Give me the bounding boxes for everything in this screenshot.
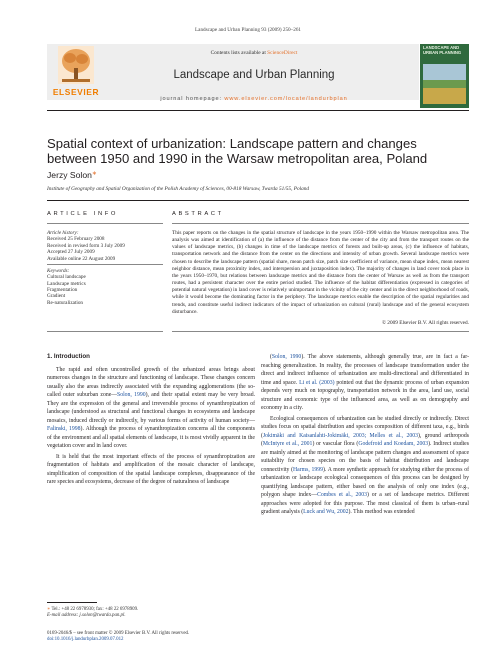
keywords-label: Keywords: (47, 267, 70, 274)
body-paragraph (47, 366, 255, 451)
body-text: ) or a set of landscape metrics. Different approaches were adopted for this purpose. The most classical of them is urban–rural gradient analysis ( (261, 492, 469, 515)
elsevier-logo[interactable] (47, 44, 105, 100)
citation-link[interactable]: Combes et al., 2003 (317, 492, 367, 498)
journal-title: Landscape and Urban Planning (173, 69, 335, 81)
body-text: ( (270, 354, 272, 360)
journal-cover-thumbnail[interactable] (420, 44, 469, 108)
journal-homepage (112, 96, 396, 102)
keyword-item: Cultural landscape (47, 274, 86, 281)
body-text: ). A more synthetic approach for studying either the process of urbanization or landscape ecological consequences of this process can be designed by quantifying landscape pattern, either based on the analysis of only one index (e.g., polygon shape index— (261, 466, 469, 498)
footnote-rule (47, 602, 97, 603)
author-affiliation: Institute of Geography and Spatial Organization of the Polish Academy of Sciences, 00-818 Warsaw, Twarda 51/55, Poland (47, 186, 310, 192)
homepage-label: journal homepage: (160, 96, 225, 102)
keywords-divider (47, 264, 163, 265)
contents-prefix: Contents lists available at (210, 50, 268, 56)
author-line (47, 170, 97, 180)
citation-link[interactable]: McIntyre et al., 2001 (262, 441, 313, 447)
citation-link[interactable]: Godefroid and Koedam, 2003 (358, 441, 429, 447)
abstract-text: This paper reports on the changes in the spatial structure of landscape in the years 1950–1990 within the Warsaw metropolitan area. The analysis was aimed at identification of (a) the influence of the distance from the center of the city and from the transport routes on the values of landscape metrics, (b) changes in time of the landscape metrics of forests and built-up areas, (c) the influence of habitats, transportation network and the distance from the center on the directions and intensity of urban growth. Several landscape metrics were chosen to describe the landscape pattern (spatial share, mean patch size, patch size coefficient of variance, mean shape index, mean nearest neighbor distance, mean proximity index, and interspersion and juxtaposition index). The majority of changes in land cover took place in the years 1950–1970, but relations between landscape metrics and the distance from the center of Warsaw as well as from the transport routes, had a persistent character over the entire period studied. The influence of the habitat differentiation (expressed in categories of potential natural vegetation) in land cover is relatively unimportant in the vicinity of the city center and in the direct neighborhood of roads, while it would become the dominating factor in the periphery. The landscape metrics enable the description of the spatial regularities and trends, and constitute useful indirect indicators of the impact of urbanization on cultural (rural) landscape and of the general ecosystem disturbance. (172, 230, 469, 315)
article-info-end-rule (47, 331, 163, 332)
article-title: Spatial context of urbanization: Landscape pattern and changes between 1950 and 1990 in the Warsaw metropolitan area, Poland (47, 136, 428, 166)
keyword-item: Gradient (47, 293, 66, 300)
section-heading-introduction: 1. Introduction (47, 353, 90, 360)
body-column-right (261, 353, 469, 519)
cover-photo (423, 64, 466, 104)
body-paragraph (261, 415, 469, 517)
abstract-end-rule (172, 331, 469, 332)
history-label: Article history: (47, 230, 79, 236)
left-paragraphs (47, 366, 255, 487)
body-text: ). The above statements, although generally true, are in fact a far-reaching generalization. In reality, the processes of landscape transformation under the direct and indirect influence of urbanization are multi-directional and differentiated in time and space. (261, 354, 470, 386)
keyword-item: Fragmentation (47, 286, 78, 293)
body-paragraph (261, 353, 469, 413)
citation-link[interactable]: Solon, 1990 (271, 354, 302, 360)
copyright-notice: © 2009 Elsevier B.V. All rights reserved. (381, 320, 469, 326)
contents-line (112, 50, 396, 56)
author-footnote (47, 607, 257, 619)
issn-line: 0169-2046/$ – see front matter © 2009 Elsevier B.V. All rights reserved. (47, 631, 190, 636)
body-text: ) or vascular flora ( (312, 441, 359, 447)
body-text: ), ground arthropods ( (261, 432, 469, 447)
author-footnote-mark[interactable]: ∗ (91, 171, 97, 177)
right-paragraphs (261, 353, 469, 517)
body-text: ). Although the process of synanthropization concerns all the components of the environment and all spatial elements of landscape, it is most vividly apparent in the vegetation cover and in land cover. (47, 426, 256, 449)
history-item: Accepted 27 July 2009 (47, 249, 95, 256)
body-text: The rapid and often uncontrolled growth of the urbanized areas brings about numerous changes in the structure and functioning of landscape. These changes concern usually also the areas indirectly associated with the expanding agglomerations (the so-called outer suburban zone— (47, 366, 255, 398)
cover-sky (423, 64, 466, 80)
history-item: Received in revised form 3 July 2009 (47, 242, 125, 249)
citation-link[interactable]: Luck and Wu, 2002 (303, 509, 349, 515)
page-footer (47, 631, 347, 643)
publisher-wordmark: ELSEVIER (52, 87, 100, 97)
title-divider (47, 200, 469, 201)
history-item: Received 25 February 2008 (47, 236, 105, 243)
article-info-rule (47, 223, 163, 224)
body-column-left (47, 353, 255, 489)
body-text: ). This method was extended (348, 509, 415, 515)
citation-link[interactable]: Falinski, 1998 (47, 426, 81, 432)
abstract-rule (172, 223, 469, 224)
footnote-email[interactable]: E-mail address: j.solon@twarda.pan.pl. (47, 613, 126, 618)
elsevier-tree-icon (58, 46, 94, 84)
body-paragraph (47, 453, 255, 487)
article-info (47, 230, 163, 306)
footnote-mark: ∗ (47, 607, 51, 612)
body-text: ), and their spatial extent may be very broad. They are the expression of the general and irreversible process of synanthropization of landscape (understood as structural and functional changes in ecosystems and landscape mosaics, induced directly or indirectly, by various forms of activity of human society— (47, 392, 256, 424)
body-text: ). Indirect studies are mainly aimed at the monitoring of landscape pattern changes and assessment of space suitability for chosen species on the basis of habitat distribution and landscape connectivity ( (261, 441, 469, 473)
running-header: Landscape and Urban Planning 93 (2009) 250–261 (194, 27, 302, 33)
citation-link[interactable]: Jokimäki and Kaisanlahti-Jokimäki, 2003; Melles et al., 2003 (262, 432, 418, 439)
citation-link[interactable]: Harms, 1999 (293, 466, 323, 473)
citation-link[interactable]: Solon, 1990 (117, 392, 146, 398)
article-info-header: ARTICLE INFO (47, 211, 119, 217)
cover-field (423, 88, 466, 104)
citation-link[interactable]: Li et al. (2003) (299, 379, 335, 386)
header-divider (47, 110, 469, 111)
body-text: pointed out that the dynamic process of urban expansion depends very much on topography, transportation network in the area, land use, social structure and economic type of the influenced area, as well as on demography and economy in a city. (261, 379, 470, 411)
body-text: Ecological consequences of urbanization can be studied directly or indirectly. Direct studies focus on spatial distribution and species composition of different taxa, e.g., birds ( (261, 415, 469, 439)
abstract-header: ABSTRACT (172, 211, 224, 217)
body-text: It is held that the most important effects of the process of synanthropization are fragmentation of habitats and amplification of the mosaic character of landscape, simplification of composition of the spatial landscape complexes, disappearance of the rare species and ecosystems, decrease of the degree of naturalness of landscape (47, 453, 255, 485)
keyword-item: Landscape metrics (47, 280, 86, 287)
keyword-item: Re-naturalization (47, 299, 84, 306)
author-name[interactable]: Jerzy Solon (47, 170, 92, 180)
cover-title: LANDSCAPE AND URBAN PLANNING (423, 45, 462, 55)
doi-link[interactable]: doi:10.1016/j.landurbplan.2009.07.012 (47, 637, 124, 643)
sciencedirect-link[interactable]: ScienceDirect (267, 50, 298, 56)
history-item: Available online 22 August 2009 (47, 255, 116, 262)
homepage-link[interactable]: www.elsevier.com/locate/landurbplan (224, 96, 348, 102)
footnote-contact: Tel.: +48 22 6978930; fax: +48 22 6978909. (50, 607, 139, 612)
